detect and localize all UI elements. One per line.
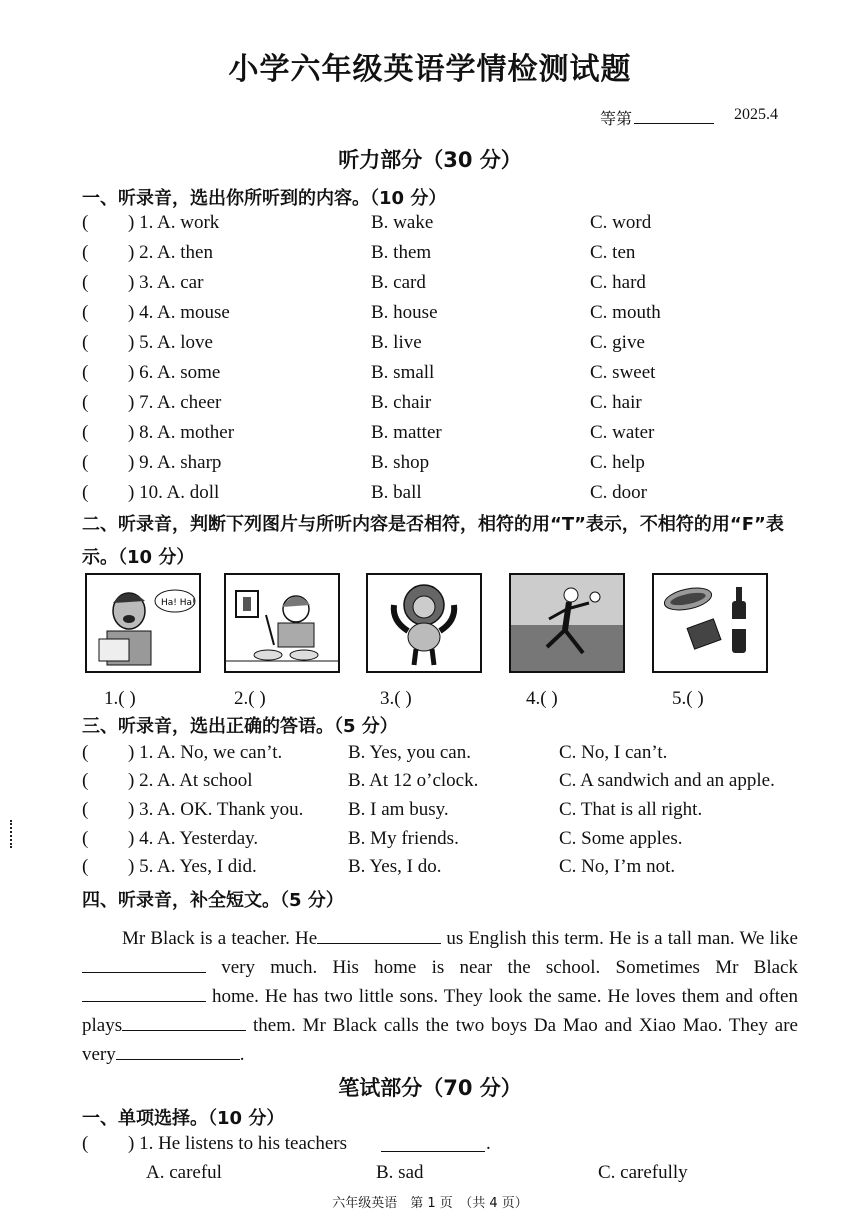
answer-blank[interactable]	[381, 1133, 485, 1152]
picture-row	[85, 573, 785, 673]
listening-heading: 听力部分（30 分）	[338, 148, 522, 172]
list-item: ( ) 4. A. mouse B. house C. mouth	[82, 302, 661, 323]
written-part1-instruction: 一、单项选择。（10 分）	[82, 1108, 285, 1129]
list-item: ( ) 7. A. cheer B. chair C. hair	[82, 392, 642, 413]
cloze-blank-5[interactable]	[116, 1043, 240, 1060]
written-question-1: ( ) 1. He listens to his teachers .	[82, 1133, 491, 1154]
grade-blank[interactable]	[634, 109, 714, 124]
cloze-blank-1[interactable]	[317, 927, 441, 944]
list-item: ( ) 3. A. OK. Thank you. B. I am busy. C. That is all right.	[82, 799, 703, 820]
exam-title: 小学六年级英语学情检测试题	[228, 52, 632, 87]
binding-mark	[10, 820, 14, 848]
listening-part1-instruction: 一、听录音，选出你所听到的内容。（10 分）	[82, 188, 447, 209]
list-item: ( ) 2. A. then B. them C. ten	[82, 242, 636, 263]
picture-boy-laughing	[85, 573, 201, 673]
list-item: ( ) 4. A. Yesterday. B. My friends. C. Some apples.	[82, 828, 683, 849]
picture-boy-eating	[224, 573, 340, 673]
cloze-passage: Mr Black is a teacher. He us English this term. He is a tall man. We like very much. His home is near the school. Sometimes Mr Black home. He has two little sons. They look the same. He loves them and often plays them. Mr Black calls the two boys Da Mao and Xiao Mao. They are very .	[82, 928, 798, 1065]
written-heading: 笔试部分（70 分）	[338, 1076, 522, 1100]
list-item: ( ) 1. A. work B. wake C. word	[82, 212, 652, 233]
list-item: ( ) 2. A. At school B. At 12 o’clock. C. A sandwich and an apple.	[82, 770, 775, 791]
picture-answer-1[interactable]: 1.( )	[104, 688, 136, 709]
picture-answer-5[interactable]: 5.( )	[672, 688, 704, 709]
grade-label: 等第	[600, 109, 633, 128]
picture-running-man	[509, 573, 625, 673]
grade-field	[600, 106, 714, 129]
list-item: ( ) 9. A. sharp B. shop C. help	[82, 452, 645, 473]
picture-answer-3[interactable]: 3.( )	[380, 688, 412, 709]
list-item: ( ) 5. A. Yes, I did. B. Yes, I do. C. No, I’m not.	[82, 856, 676, 877]
list-item: ( ) 6. A. some B. small C. sweet	[82, 362, 656, 383]
written-question-1-options: A. careful B. sad C. carefully	[146, 1162, 688, 1183]
listening-part2-instruction: 二、听录音，判断下列图片与所听内容是否相符，相符的用“T”表示，不相符的用“F”表示。（10 分）	[82, 514, 784, 568]
listening-part3-instruction: 三、听录音，选出正确的答语。（5 分）	[82, 716, 398, 737]
cloze-blank-2[interactable]	[82, 956, 206, 973]
cloze-blank-4[interactable]	[122, 1014, 246, 1031]
list-item: ( ) 10. A. doll B. ball C. door	[82, 482, 647, 503]
page-footer: 六年级英语 第 1 页 （共 4 页）	[332, 1196, 528, 1211]
bubble-text: Ha! Ha!	[161, 598, 196, 608]
list-item: ( ) 5. A. love B. live C. give	[82, 332, 645, 353]
exam-date: 2025.4	[734, 106, 778, 123]
list-item: ( ) 1. A. No, we can’t. B. Yes, you can. C. No, I can’t.	[82, 742, 668, 763]
picture-strong-lion	[366, 573, 482, 673]
list-item: ( ) 3. A. car B. card C. hard	[82, 272, 646, 293]
picture-answer-2[interactable]: 2.( )	[234, 688, 266, 709]
list-item: ( ) 8. A. mother B. matter C. water	[82, 422, 655, 443]
picture-answer-4[interactable]: 4.( )	[526, 688, 558, 709]
picture-food-and-drink	[652, 573, 768, 673]
cloze-blank-3[interactable]	[82, 985, 206, 1002]
listening-part4-instruction: 四、听录音，补全短文。（5 分）	[82, 890, 344, 911]
